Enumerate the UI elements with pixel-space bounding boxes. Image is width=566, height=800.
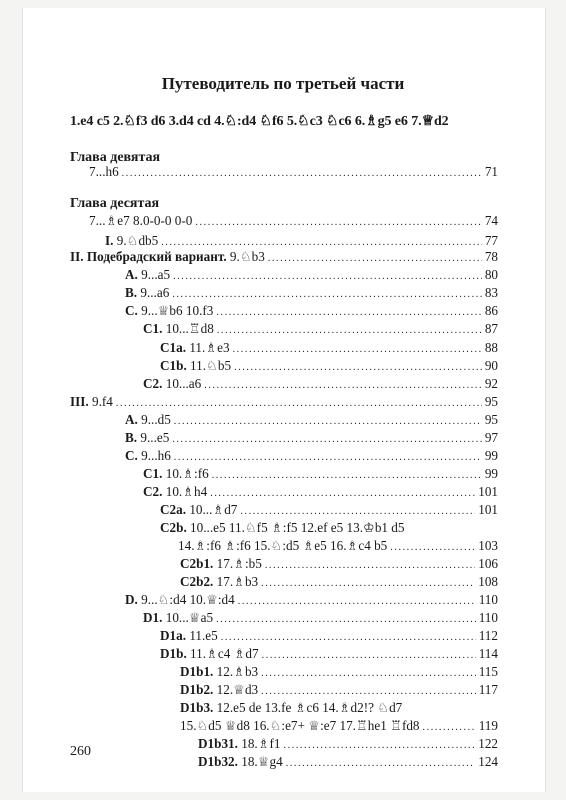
toc-entry: 15.♘d5 ♕d8 16.♘:e7+ ♕:e7 17.♖he1 ♖fd8 ..... 119 xyxy=(180,716,498,736)
toc-entry: 7...♗e7 8.0-0-0 0-0 ..... 74 xyxy=(89,211,498,231)
toc-entry: B. 9...a6 ..... 83 xyxy=(125,283,498,303)
toc-entry: C. 9...h6 ..... 99 xyxy=(125,446,498,466)
toc-entry: D1b2. 12.♕d3 ..... 117 xyxy=(180,680,498,700)
toc-entry: C1. 10.♗:f6 ..... 99 xyxy=(143,464,498,484)
toc-entry: C1b. 11.♘b5 ..... 90 xyxy=(160,356,498,376)
opening-moves: 1.e4 c5 2.♘f3 d6 3.d4 cd 4.♘:d4 ♘f6 5.♘c3 ♘c6 6.♗g5 e6 7.♕d2 xyxy=(70,114,449,129)
toc-entry: III. 9.f4 ..... 95 xyxy=(70,392,498,412)
toc-entry: D1b31. 18.♗f1 ..... 122 xyxy=(198,734,498,754)
chapter-nine-heading: Глава девятая xyxy=(70,150,161,165)
toc-entry: D1. 10...♕a5 ..... 110 xyxy=(143,608,498,628)
toc-entry: B. 9...e5 ..... 97 xyxy=(125,428,498,448)
toc-entry: A. 9...d5 ..... 95 xyxy=(125,410,498,430)
toc-entry: D1b1. 12.♗b3 ..... 115 xyxy=(180,662,498,682)
toc-entry: C2. 10.♗h4 ..... 101 xyxy=(143,482,498,502)
toc-entry: I. 9.♘db5 ..... 77 xyxy=(105,231,498,251)
toc-entry: 7...h6 ..... 71 xyxy=(89,162,498,182)
toc-line-d1b3: D1b3. 12.e5 de 13.fe ♗c6 14.♗d2!? ♘d7 xyxy=(180,700,403,715)
toc-entry: D1a. 11.e5 ..... 112 xyxy=(160,626,498,646)
toc-entry: C2b1. 17.♗:b5 ..... 106 xyxy=(180,554,498,574)
toc-entry: D1b. 11.♗c4 ♗d7 ..... 114 xyxy=(160,644,498,664)
toc-entry: A. 9...a5 ..... 80 xyxy=(125,265,498,285)
toc-entry: C1a. 11.♗e3 ..... 88 xyxy=(160,338,498,358)
toc-entry: 14.♗:f6 ♗:f6 15.♘:d5 ♗e5 16.♗c4 b5 ..... 103 xyxy=(178,536,498,556)
toc-entry: C2b2. 17.♗b3 ..... 108 xyxy=(180,572,498,592)
chapter-ten-heading: Глава десятая xyxy=(70,196,160,211)
page-title: Путеводитель по третьей части xyxy=(161,74,405,93)
toc-entry: D1b32. 18.♕g4 ..... 124 xyxy=(198,752,498,772)
toc-entry: C. 9...♕b6 10.f3 ..... 86 xyxy=(125,301,498,321)
toc-line-c2b: C2b. 10...e5 11.♘f5 ♗:f5 12.ef e5 13.♔b1 d5 xyxy=(160,520,405,535)
toc-entry: II. Подебрадский вариант. 9.♘b3 ..... 78 xyxy=(70,247,498,267)
toc-entry: C2. 10...a6 ..... 92 xyxy=(143,374,498,394)
toc-entry: C2a. 10...♗d7 ..... 101 xyxy=(160,500,498,520)
page-number: 260 xyxy=(70,744,91,759)
toc-entry: D. 9...♘:d4 10.♕:d4 ..... 110 xyxy=(125,590,498,610)
toc-entry: C1. 10...♖d8 ..... 87 xyxy=(143,319,498,339)
